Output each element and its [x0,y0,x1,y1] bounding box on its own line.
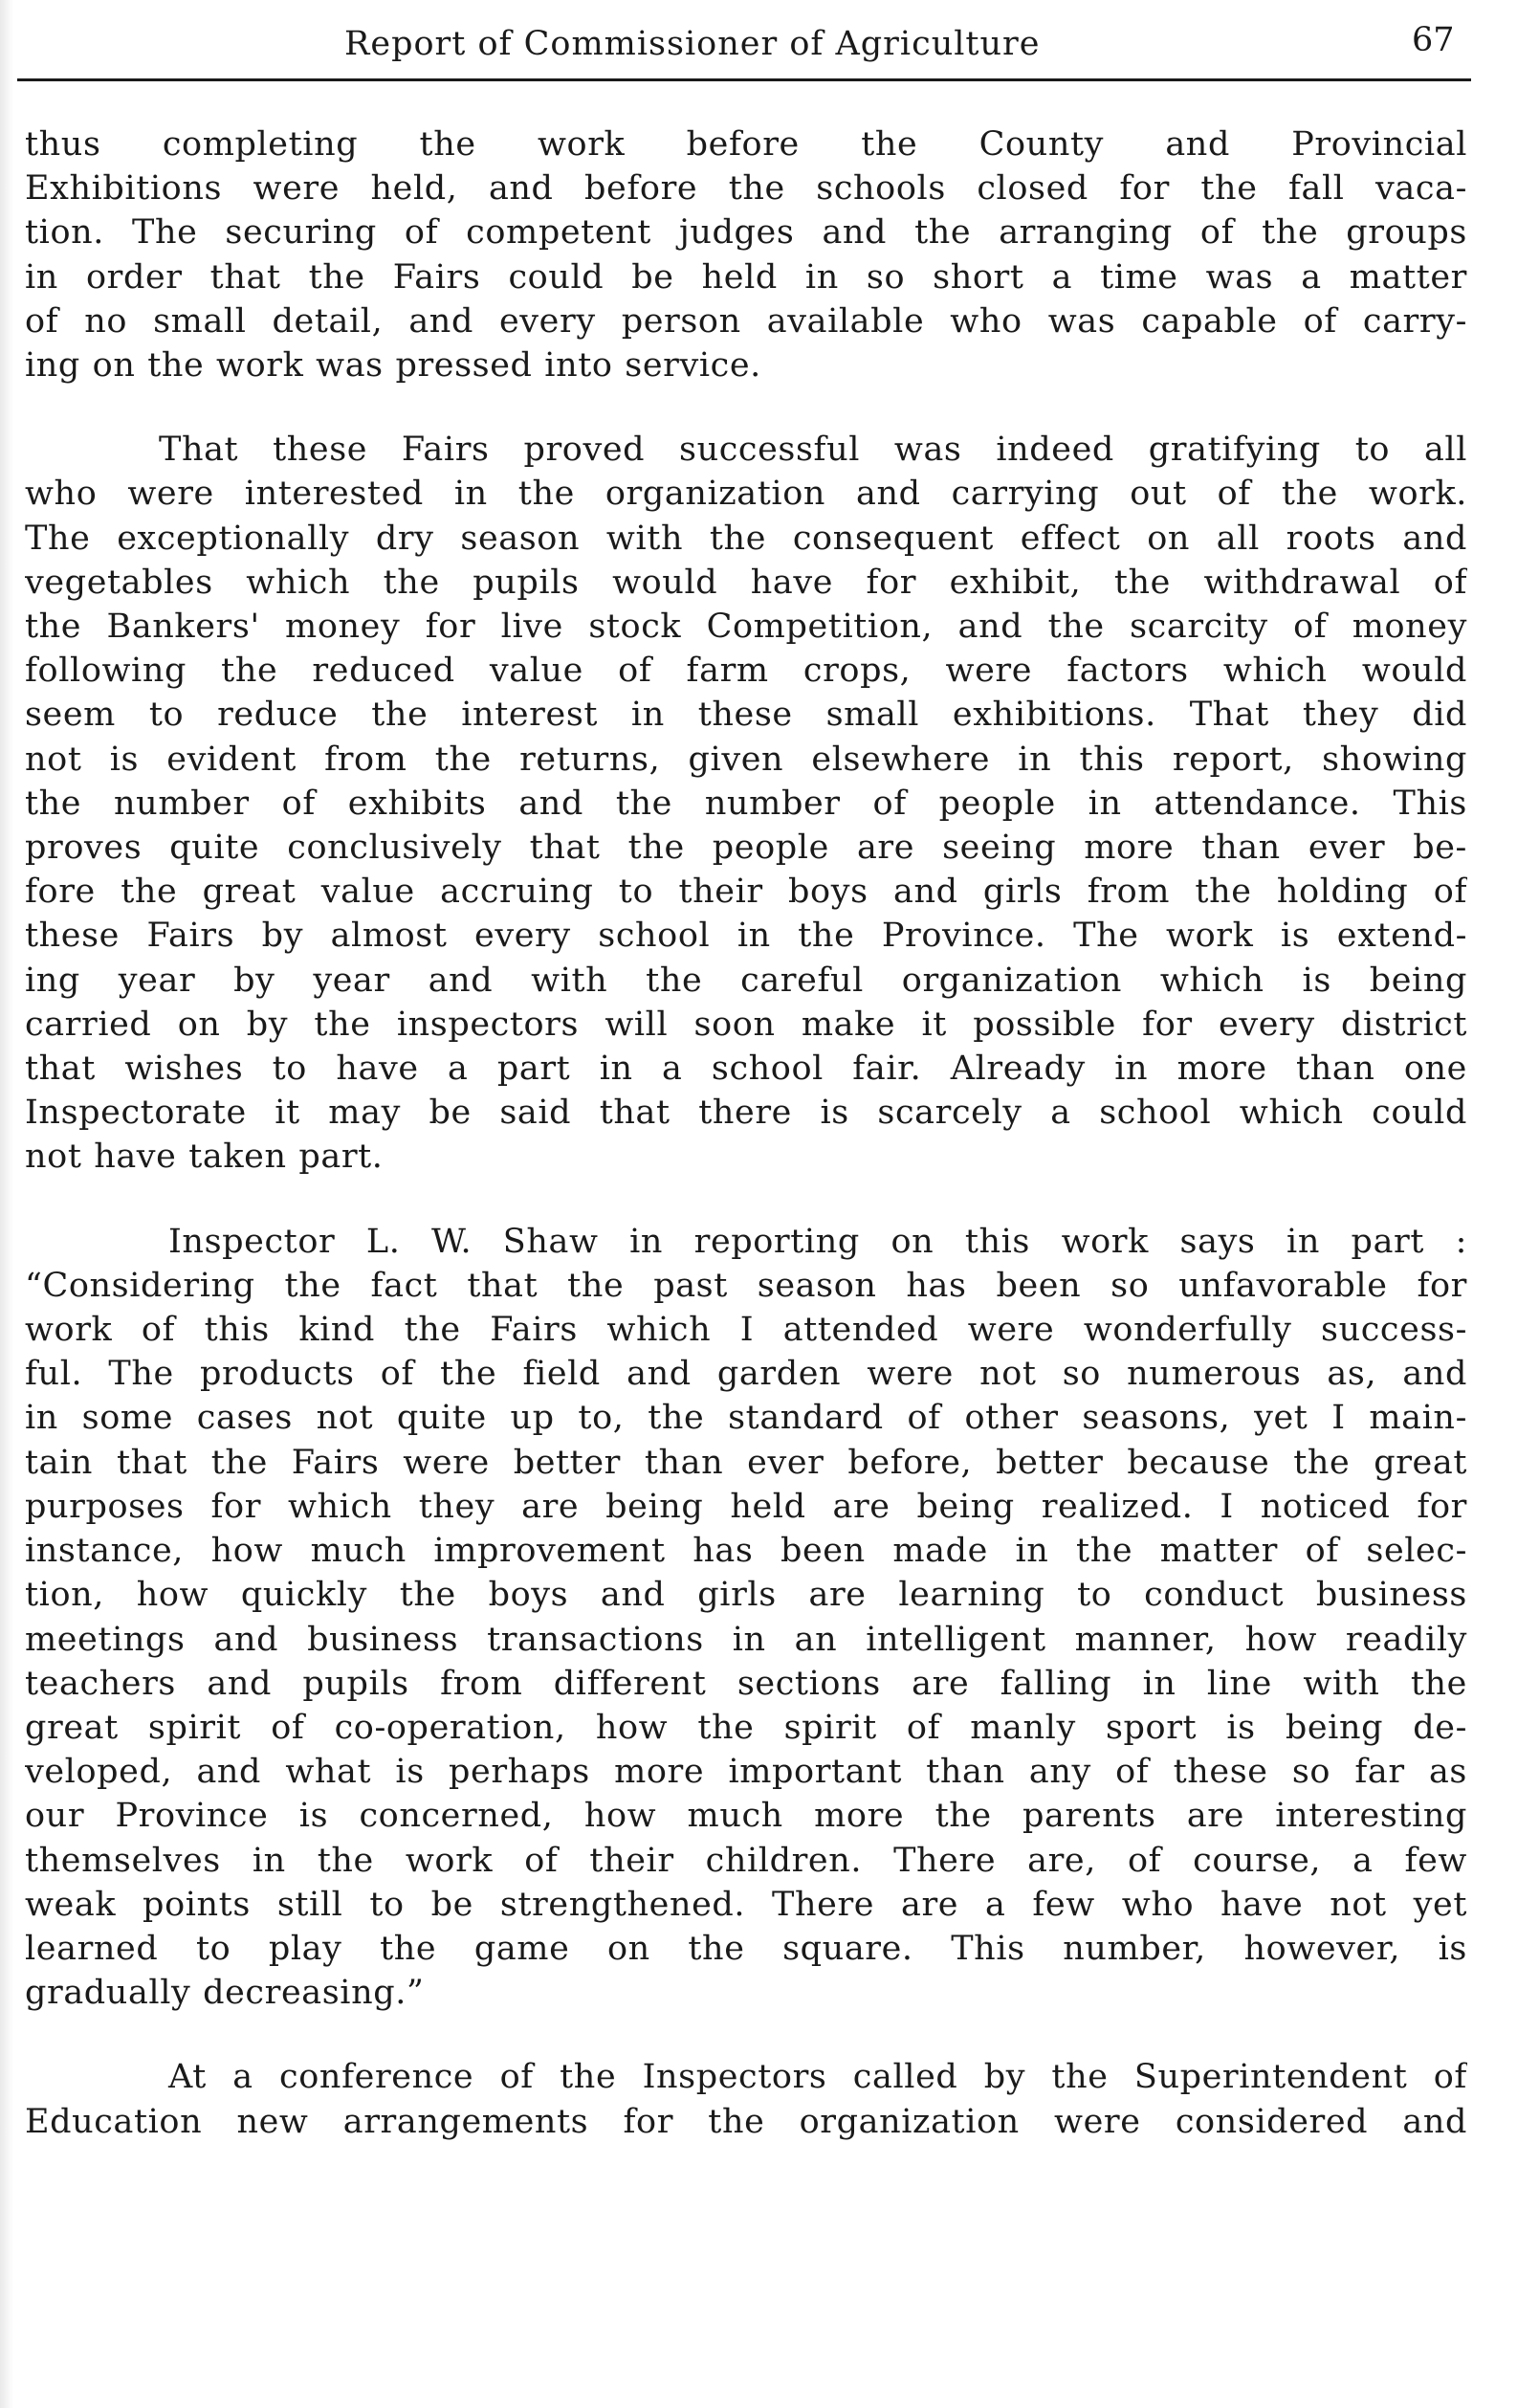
text-line: “Considering the fact that the past season has been so unfavorable for [25,1266,1467,1305]
text-line: purposes for which they are being held are being realized. I noticed for [25,1487,1467,1526]
header-rule [17,78,1471,81]
text-line: thus completing the work before the County and Provincial [25,125,1467,164]
text-line: in order that the Fairs could be held in so short a time was a matter [25,257,1467,297]
paragraph-2 [25,428,1467,1179]
text-line: not is evident from the returns, given elsewhere in this report, showing [25,740,1467,779]
spine-shadow [0,0,13,2408]
text-line: seem to reduce the interest in these small exhibitions. That they did [25,696,1467,735]
text-line: The exceptionally dry season with the consequent effect on all roots and [25,519,1467,558]
text-line: of no small detail, and every person available who was capable of carry- [25,301,1467,341]
running-title: Report of Commissioner of Agriculture [344,25,1041,63]
text-line: proves quite conclusively that the people are seeing more than ever be- [25,828,1467,868]
text-line: tion, how quickly the boys and girls are learning to conduct business [25,1576,1467,1615]
text-line: carried on by the inspectors will soon make it possible for every district [25,1005,1467,1044]
text-line: gradually decreasing.” [25,1974,425,2013]
text-line: the number of exhibits and the number of people in attendance. This [25,784,1467,823]
text-line: these Fairs by almost every school in the Province. The work is extend- [25,917,1467,956]
text-line: ing year by year and with the careful organization which is being [25,961,1467,1000]
text-line: work of this kind the Fairs which I attended were wonderfully success- [25,1311,1467,1350]
text-line: instance, how much improvement has been made in the matter of selec- [25,1532,1467,1571]
text-line: That these Fairs proved successful was indeed gratifying to all [159,431,1467,470]
text-line: Exhibitions were held, and before the schools closed for the fall vaca- [25,169,1467,209]
text-line: Inspectorate it may be said that there is scarcely a school which could [25,1094,1467,1133]
text-line: vegetables which the pupils would have for exhibit, the withdrawal of [25,563,1467,602]
text-line: following the reduced value of farm crops, were factors which would [25,652,1467,691]
text-line: our Province is concerned, how much more the parents are interesting [25,1797,1467,1836]
text-line: veloped, and what is perhaps more important than any of these so far as [25,1753,1467,1792]
text-line: Education new arrangements for the organization were considered and [25,2102,1467,2141]
paragraph-1 [25,122,1467,387]
paragraph-3 [25,1220,1467,2016]
running-header [0,21,1517,73]
text-line: Inspector L. W. Shaw in reporting on this work says in part : [168,1222,1467,1261]
text-line: tain that the Fairs were better than ever before, better because the great [25,1443,1467,1482]
text-line: meetings and business transactions in an intelligent manner, how readily [25,1620,1467,1659]
text-line: great spirit of co-operation, how the spirit of manly sport is being de- [25,1708,1467,1747]
text-line: themselves in the work of their children. There are, of course, a few [25,1841,1467,1880]
body-text [25,122,1467,2144]
text-line: the Bankers' money for live stock Competition, and the scarcity of money [25,608,1467,647]
text-line: At a conference of the Inspectors called by the Superintendent of [168,2058,1467,2097]
text-line: weak points still to be strengthened. There are a few who have not yet [25,1885,1467,1924]
text-line: teachers and pupils from different sections are falling in line with the [25,1664,1467,1703]
text-line: who were interested in the organization and carrying out of the work. [25,475,1467,514]
text-line: ing on the work was pressed into service. [25,346,761,386]
text-line: learned to play the game on the square. This number, however, is [25,1929,1467,1968]
text-line: tion. The securing of competent judges and the arranging of the groups [25,213,1467,253]
text-line: in some cases not quite up to, the standard of other seasons, yet I main- [25,1399,1467,1438]
paragraph-4 [25,2055,1467,2143]
text-line: that wishes to have a part in a school fair. Already in more than one [25,1049,1467,1089]
text-line: ful. The products of the field and garden were not so numerous as, and [25,1355,1467,1394]
page-number: 67 [1412,21,1455,59]
text-line: fore the great value accruing to their boys and girls from the holding of [25,873,1467,912]
text-line: not have taken part. [25,1138,384,1177]
